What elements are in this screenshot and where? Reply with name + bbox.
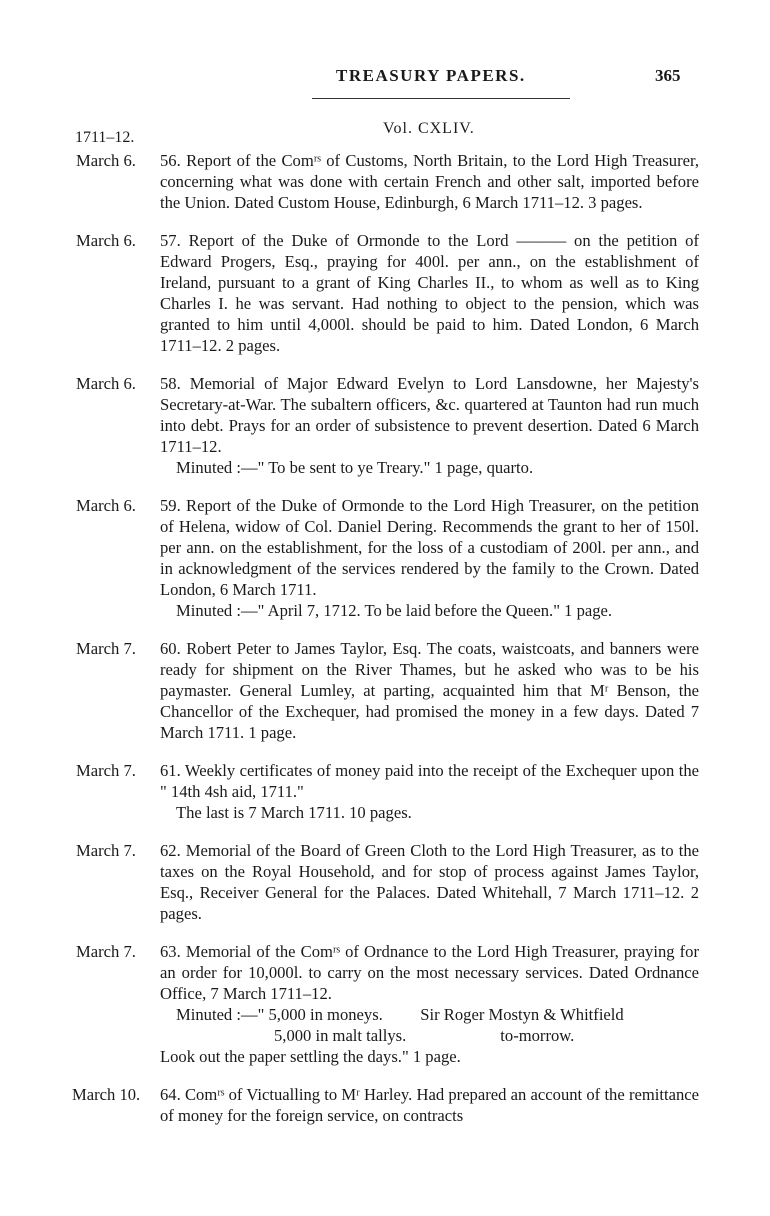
entry-text: [160, 495, 699, 621]
entry-text: [160, 150, 699, 213]
minute-cell: Sir Roger Mostyn & Whitfield: [420, 1005, 624, 1024]
minute-row: [176, 1025, 638, 1046]
entry-text: [160, 840, 699, 924]
entry-paragraph: 60. Robert Peter to James Taylor, Esq. The coats, waistcoats, and banners were ready for shipment on the River Thames, but he asked who was to be his paymaster. General Lumley, at parting, acquainted him that Mʳ Benson, the Chancellor of the Exchequer, had promised the money in a few days. Dated 7 March 1711. 1 page.: [160, 639, 699, 742]
entry-text: [160, 230, 699, 356]
entry-date: March 7.: [76, 639, 136, 658]
entry-minute: Minuted :—" April 7, 1712. To be laid before the Queen." 1 page.: [176, 601, 613, 620]
entry-date: March 7.: [76, 841, 136, 860]
entry-paragraph: 58. Memorial of Major Edward Evelyn to Lord Lansdowne, her Majesty's Secretary-at-War. The subaltern officers, &c. quartered at Taunton had run much into debt. Prays for an order of subsistence to prevent desertion. Dated 6 March 1711–12.: [160, 374, 699, 456]
entry-note: The last is 7 March 1711. 10 pages.: [176, 803, 412, 822]
entry-text: [160, 373, 699, 478]
running-title: TREASURY PAPERS.: [336, 66, 526, 85]
entry-58: [0, 373, 770, 478]
volume-heading: Vol. CXLIV.: [383, 120, 475, 137]
entry-63: [0, 941, 770, 1067]
entry-text: [160, 941, 699, 1067]
entries-list: [0, 150, 770, 1126]
entry-56: [0, 150, 770, 213]
year-label: 1711–12.: [75, 129, 135, 146]
entry-date: March 6.: [76, 231, 136, 250]
entry-paragraph: 57. Report of the Duke of Ormonde to the Lord ——— on the petition of Edward Progers, Esq., praying for 400l. per ann., on the establishment of Ireland, pursuant to a grant of King Charles II., to whom as well as to King Charles I. he was servant. Had nothing to object to the pension, which was granted to him until 4,000l. should be paid to him. Dated London, 6 March 1711–12. 2 pages.: [160, 231, 699, 355]
entry-text: [160, 1084, 699, 1126]
entry-paragraph: 59. Report of the Duke of Ormonde to the Lord High Treasurer, on the petition of Helena, widow of Col. Daniel Dering. Recommends the grant to her of 150l. per ann. on the establishment, for the loss of a custodiam of 200l. per ann., and in acknowledgment of the services rendered by the family to the Crown. Dated London, 6 March 1711.: [160, 496, 699, 599]
entry-date: March 10.: [72, 1085, 141, 1104]
header-rule: [312, 98, 570, 99]
entry-date: March 6.: [76, 496, 136, 515]
entry-60: [0, 638, 770, 743]
minute-cell: 5,000 in malt tallys.: [274, 1026, 407, 1045]
entry-paragraph: 62. Memorial of the Board of Green Cloth to the Lord High Treasurer, as to the taxes on the Royal Household, and for stop of process against James Taylor, Esq., Receiver General for the Palaces. Dated Whitehall, 7 March 1711–12. 2 pages.: [160, 841, 699, 923]
minute-table: [176, 1004, 638, 1046]
page-header: [0, 66, 770, 96]
entry-text: [160, 638, 699, 743]
entry-paragraph: 61. Weekly certificates of money paid into the receipt of the Exchequer upon the " 14th 4sh aid, 1711.": [160, 761, 699, 801]
entry-paragraph: 56. Report of the Comʳˢ of Customs, North Britain, to the Lord High Treasurer, concerning what was done with certain French and other salt, imported before the Union. Dated Custom House, Edinburgh, 6 March 1711–12. 3 pages.: [160, 151, 699, 212]
entry-date: March 6.: [76, 151, 136, 170]
entry-minute-end: Look out the paper settling the days." 1 page.: [160, 1047, 461, 1066]
entry-62: [0, 840, 770, 924]
entry-minute: Minuted :—" To be sent to ye Treary." 1 page, quarto.: [176, 458, 534, 477]
entry-text: [160, 760, 699, 823]
entry-59: [0, 495, 770, 621]
minute-cell: to-morrow.: [500, 1026, 575, 1045]
entry-date: March 6.: [76, 374, 136, 393]
entry-64: [0, 1084, 770, 1126]
minute-row: [176, 1004, 638, 1025]
entry-paragraph: 63. Memorial of the Comʳˢ of Ordnance to the Lord High Treasurer, praying for an order for 10,000l. to carry on the most necessary services. Dated Ordnance Office, 7 March 1711–12.: [160, 942, 699, 1003]
minute-cell: Minuted :—" 5,000 in moneys.: [176, 1005, 383, 1024]
entry-date: March 7.: [76, 761, 136, 780]
entry-paragraph: 64. Comʳˢ of Victualling to Mʳ Harley. Had prepared an account of the remittance of money for the foreign service, on contracts: [160, 1085, 699, 1125]
entry-57: [0, 230, 770, 356]
page-number: 365: [655, 66, 681, 85]
entry-date: March 7.: [76, 942, 136, 961]
entry-61: [0, 760, 770, 823]
